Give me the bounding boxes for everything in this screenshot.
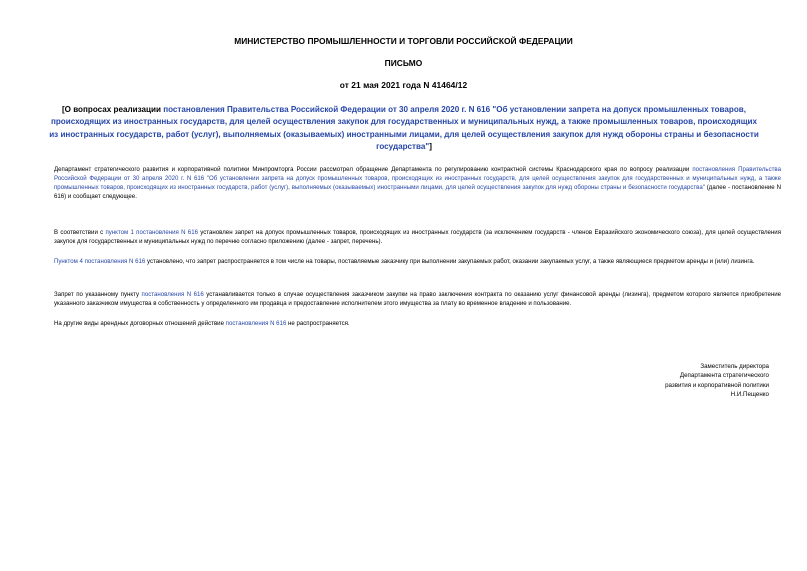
paragraph-5-text-b: не распространяется.: [286, 320, 350, 327]
paragraph-1-text-b: (далее - постановление N 616) и сообщает следующее.: [54, 183, 781, 200]
paragraph-1-text-a: Департамент стратегического развития и корпоративной политики Минпромторга России рассмотрел обращение Департамента по регулированию контрактной системы Краснодарского края по вопросу реализации: [54, 166, 693, 173]
paragraph-5: [40, 320, 781, 329]
signature-department-cont: развития и корпоративной политики: [665, 381, 769, 389]
ministry-heading: МИНИСТЕРСТВО ПРОМЫШЛЕННОСТИ И ТОРГОВЛИ РОССИЙСКОЙ ФЕДЕРАЦИИ: [234, 36, 573, 46]
paragraph-2-text-b: установлен запрет на допуск промышленных товаров, происходящих из иностранных государств (за исключением государств - членов Евразийского экономического союза), для целей осуществления закупок для государственных и муниципальных нужд по перечню согласно приложению (далее - запрет, перечень).: [54, 229, 781, 245]
signature-department: Департамента стратегического: [679, 372, 769, 380]
paragraph-1-resolution-link[interactable]: постановления Правительства Российской Федерации от 30 апреля 2020 г. N 616 "Об установлении запрета на допуск промышленных товаров, происходящих из иностранных государств, для целей осуществления закупок для государственных и муниципальных нужд, а также промышленных товаров, происходящих из иностранных государств, работ (услуг), выполняемых (оказываемых) иностранными лицами, для целей осуществления закупок для нужд обороны страны и безопасности государства": [54, 166, 781, 191]
document-date-number: от 21 мая 2021 года N 41464/12: [339, 80, 468, 90]
paragraph-1: [40, 166, 781, 202]
paragraph-3: [40, 258, 781, 267]
paragraph-3-point4-link[interactable]: Пунктом 4 постановления N 616: [54, 258, 146, 265]
paragraph-4: [40, 291, 781, 309]
signature-block: [560, 362, 769, 399]
document-type: ПИСЬМО: [384, 58, 423, 68]
paragraph-3-text: установлено, что запрет распространяется в том числе на товары, поставляемые заказчику при выполнении закупаемых работ, оказании закупаемых услуг, а также являющиеся предметом аренды и (или) лизинга.: [145, 258, 755, 265]
title-resolution-link[interactable]: постановления Правительства Российской Федерации от 30 апреля 2020 г. N 616 "Об установлении запрета на допуск промышленных товаров, происходящих из иностранных государств, для целей осуществления закупок для государственных и муниципальных нужд, а также промышленных товаров, происходящих из иностранных государств, работ (услуг), выполняемых (оказываемых) иностранными лицами, для целей осуществления закупок для нужд обороны страны и безопасности государства": [49, 105, 759, 151]
paragraph-4-text-b: устанавливается только в случае осуществления заказчиком закупки на право заключения контракта по оказанию услуг финансовой аренды (лизинга), предметом которого является приобретение указанного заказчиком имущества в собственность у определенного им продавца и предоставление исполнителем этого имущества за плату во временное владение и пользование.: [54, 291, 781, 307]
paragraph-4-text-a: Запрет по указанному пункту: [54, 291, 142, 298]
paragraph-2-point1-link[interactable]: пунктом 1 постановления N 616: [105, 229, 198, 236]
document-title: [46, 104, 762, 153]
paragraph-5-resolution-link[interactable]: постановления N 616: [225, 320, 287, 327]
title-close-text: ]: [429, 141, 432, 151]
paragraph-5-text-a: На другие виды арендных договорных отношений действие: [54, 320, 226, 327]
signature-position: Заместитель директора: [700, 363, 769, 370]
paragraph-2-text-a: В соответствии с: [54, 229, 106, 236]
paragraph-4-resolution-link[interactable]: постановления N 616: [141, 291, 204, 298]
paragraph-2: [40, 229, 781, 247]
signature-name: Н.И.Пещенко: [730, 390, 769, 398]
title-open-text: [О вопросах реализации: [61, 105, 164, 114]
